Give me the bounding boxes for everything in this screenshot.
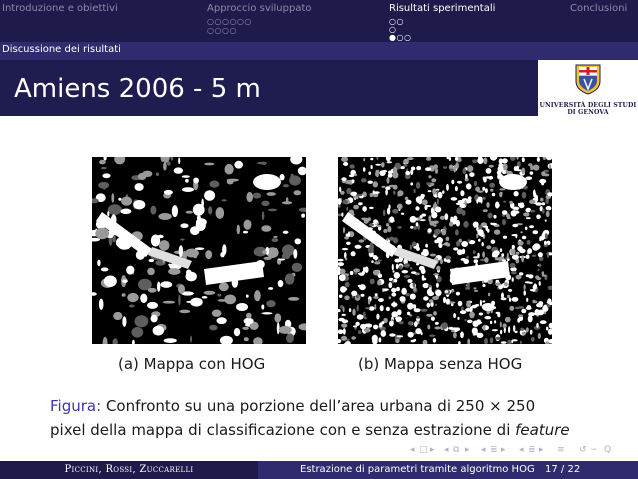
subcaption-b: (b) Mappa senza HOG [358,355,523,373]
nav-section-next-icon[interactable]: ▸ [501,445,506,455]
nav-subsection-next-icon[interactable]: ▸ [465,445,470,455]
nav-doc-prev-icon[interactable]: ◂ [519,445,524,455]
logo-text-line1: UNIVERSITÀ DEGLI STUDI [539,102,637,109]
beamer-navigation-symbols [410,445,638,459]
nav-subsection-dots[interactable]: ○○○○○○ [207,17,252,26]
nav-back-icon[interactable]: ↺ [579,445,587,455]
nav-search-icon[interactable]: Q [604,445,612,455]
nav-frame-icon[interactable]: □ [419,445,428,455]
figure-caption-italic: feature [515,421,570,439]
nav-appendix-icon[interactable]: ≡ [557,445,565,455]
footer-authors: Piccini, Rossi, Zuccarelli [64,464,194,475]
figure-caption-line2 [50,421,570,439]
nav-frame-prev-icon[interactable]: ◂ [410,445,415,455]
nav-subsection-prev-icon[interactable]: ◂ [444,445,449,455]
nav-doc-next-icon[interactable]: ▸ [539,445,544,455]
subsection-bar [0,42,638,60]
nav-section-introduzione[interactable]: Introduzione e obiettivi [2,3,118,14]
nav-subsection-dots[interactable]: ○○ [389,17,404,26]
logo-text-line2: DI GENOVA [567,109,609,116]
subcaption-a: (a) Mappa con HOG [118,355,266,373]
frame-title: Amiens 2006 - 5 m [14,74,261,104]
nav-subsection-dots[interactable]: ○ [389,25,397,34]
nav-section-risultati[interactable]: Risultati sperimentali [389,3,496,14]
section-navigation-bar [0,0,638,42]
figure-label: Figura: [50,397,102,415]
nav-forward-icon[interactable]: ∽ [590,445,598,455]
classification-map-without-hog [338,157,552,344]
nav-subsection-icon[interactable]: ⧉ [453,445,460,455]
nav-section-prev-icon[interactable]: ◂ [481,445,486,455]
footer-page-number: 17 / 22 [545,464,581,475]
nav-subsection-dots[interactable]: ○○○○ [207,26,237,35]
figure-caption-text: pixel della mappa di classificazione con e senza estrazione di [50,421,511,439]
subsection-title: Discussione dei risultati [2,44,121,55]
university-seal-icon [574,63,602,95]
footer-title: Estrazione di parametri tramite algoritmo HOG [300,464,535,475]
figure-caption-line1 [50,397,535,415]
classification-map-with-hog [92,157,306,344]
nav-frame-next-icon[interactable]: ▸ [430,445,435,455]
university-logo [538,60,638,116]
figure-caption-text: Confronto su una porzione dell’area urbana di 250 × 250 [105,397,536,415]
nav-section-approccio[interactable]: Approccio sviluppato [207,3,312,14]
nav-section-icon[interactable]: ≣ [490,445,498,455]
footer-bar [0,461,638,479]
nav-section-conclusioni[interactable]: Conclusioni [570,3,628,14]
nav-doc-icon[interactable]: ≣ [528,445,536,455]
nav-subsection-dots-current[interactable]: ●○○ [389,33,412,42]
